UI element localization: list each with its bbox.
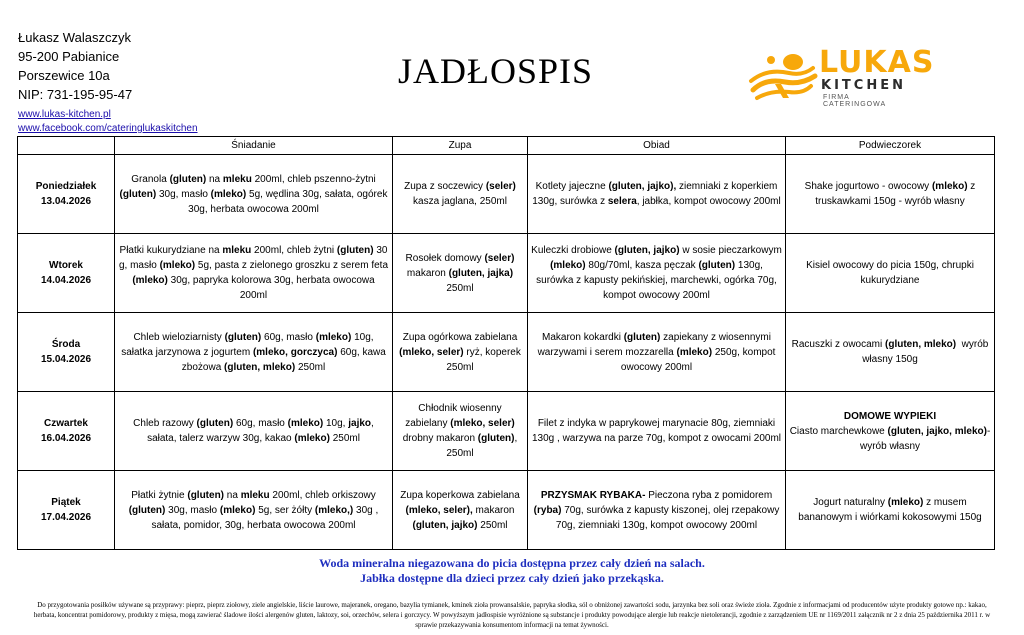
- company-street: Porszewice 10a: [18, 68, 110, 83]
- snack-cell: Racuszki z owocami (gluten, mleko) wyrób własny 150g: [786, 313, 995, 392]
- day-name: Czwartek: [44, 418, 88, 429]
- logo-brand: LUKAS: [819, 45, 935, 80]
- dinner-cell: Kotlety jajeczne (gluten, jajko), ziemniaki z koperkiem 130g, surówka z selera, jabłka, kompot owocowy 200ml: [528, 155, 786, 234]
- facebook-link[interactable]: www.facebook.com/cateringlukaskitchen: [18, 123, 198, 134]
- header-empty: [18, 137, 115, 155]
- soup-cell: Chłodnik wiosenny zabielany (mleko, seler) drobny makaron (gluten), 250ml: [393, 392, 528, 471]
- website-link[interactable]: www.lukas-kitchen.pl: [18, 109, 111, 120]
- day-row: [18, 392, 995, 471]
- soup-cell: Zupa ogórkowa zabielana (mleko, seler) ryż, koperek 250ml: [393, 313, 528, 392]
- page-title: JADŁOSPIS: [398, 51, 594, 91]
- logo-tagline: FIRMA CATERINGOWA: [823, 94, 887, 108]
- header-dinner: Obiad: [528, 137, 786, 155]
- dinner-cell: Filet z indyka w paprykowej marynacie 80g, ziemniaki 130g , warzywa na parze 70g, kompot z owocami 200ml: [528, 392, 786, 471]
- company-info: [18, 28, 198, 136]
- day-row: [18, 155, 995, 234]
- day-row: [18, 471, 995, 550]
- day-label: [18, 313, 115, 392]
- day-date: 16.04.2026: [40, 433, 92, 444]
- header-snack: Podwieczorek: [786, 137, 995, 155]
- day-date: 17.04.2026: [40, 512, 92, 523]
- company-logo: [745, 45, 935, 108]
- breakfast-cell: Płatki żytnie (gluten) na mleku 200ml, chleb orkiszowy (gluten) 30g, masło (mleko) 5g, ser żółty (mleko,) 30g , sałata, pomidor, 30g, herbata owocowa 200ml: [115, 471, 393, 550]
- soup-cell: Zupa z soczewicy (seler) kasza jaglana, 250ml: [393, 155, 528, 234]
- day-name: Piątek: [51, 497, 81, 508]
- snack-cell: Jogurt naturalny (mleko) z musem bananowym i wiórkami kokosowymi 150g: [786, 471, 995, 550]
- day-date: 14.04.2026: [40, 275, 92, 286]
- day-label: [18, 234, 115, 313]
- day-row: [18, 313, 995, 392]
- day-name: Poniedziałek: [35, 181, 97, 192]
- soup-cell: Rosołek domowy (seler) makaron (gluten, jajka) 250ml: [393, 234, 528, 313]
- dinner-cell: Makaron kokardki (gluten) zapiekany z wiosennymi warzywami i serem mozzarella (mleko) 250g, kompot owocowy 200ml: [528, 313, 786, 392]
- company-name: Łukasz Walaszczyk: [18, 30, 131, 45]
- chef-whisk-icon: [745, 48, 819, 108]
- day-label: [18, 392, 115, 471]
- dinner-cell: Kuleczki drobiowe (gluten, jajko) w sosie pieczarkowym (mleko) 80g/70ml, kasza pęczak (gluten) 130g, surówka z kapusty pekińskiej, marchewki, ogórka 70g, kompot owocowy 200ml: [528, 234, 786, 313]
- breakfast-cell: Chleb wieloziarnisty (gluten) 60g, masło (mleko) 10g, sałatka jarzynowa z jogurtem (mleko, gorczyca) 60g, kawa zbożowa (gluten, mleko) 250ml: [115, 313, 393, 392]
- day-name: Środa: [51, 339, 81, 350]
- breakfast-cell: Granola (gluten) na mleku 200ml, chleb pszenno-żytni (gluten) 30g, masło (mleko) 5g, wędlina 30g, sałata, ogórek 30g, herbata owocowa 200ml: [115, 155, 393, 234]
- day-row: [18, 234, 995, 313]
- day-name: Wtorek: [49, 260, 83, 271]
- company-nip: NIP: 731-195-95-47: [18, 87, 133, 102]
- dinner-cell: PRZYSMAK RYBAKA- Pieczona ryba z pomidorem (ryba) 70g, surówka z kapusty kiszonej, olej rzepakowy 70g, ziemniaki 130g, kompot owocowy 200ml: [528, 471, 786, 550]
- header-row: [18, 137, 995, 155]
- breakfast-cell: Chleb razowy (gluten) 60g, masło (mleko) 10g, jajko, sałata, talerz warzyw 30g, kakao (mleko) 250ml: [115, 392, 393, 471]
- notes: [0, 556, 1024, 586]
- header-breakfast: Śniadanie: [115, 137, 393, 155]
- snack-cell: Shake jogurtowo - owocowy (mleko) z truskawkami 150g - wyrób własny: [786, 155, 995, 234]
- day-date: 13.04.2026: [40, 196, 92, 207]
- day-label: [18, 155, 115, 234]
- day-label: [18, 471, 115, 550]
- day-date: 15.04.2026: [40, 354, 92, 365]
- breakfast-cell: Płatki kukurydziane na mleku 200ml, chleb żytni (gluten) 30 g, masło (mleko) 5g, pasta z zielonego groszku z serem feta (mleko) 30g, papryka kolorowa 30g, herbata owocowa 200ml: [115, 234, 393, 313]
- menu-table: [17, 136, 995, 550]
- company-postal: 95-200 Pabianice: [18, 49, 120, 64]
- allergen-footer: Do przygotowania posiłków używane są przyprawy: pieprz, pieprz ziołowy, ziele angielskie, liście laurowe, majeranek, oregano, bazylia tymianek, kminek zioła prowansalskie, papryka słodka, sól o obniżonej zawartości sodu, jarzynka bez soli oraz świeże zioła. Zgodnie z informacjami od producentów użyte produkty gotowe np.: kakao, herbata, koncentrat pomidorowy, produkty z mięsa, mogą zawierać śladowe ilości alergenów gluten, laktozy, soi, orzechów, selera i gorczycy. W powyższym jadłospisie wyróżnione są substancje i produkty powodujące alergie lub reakcje nietolerancji, zgodnie z zarządzeniem UE nr 1169/2011 załącznik nr 2 z dnia 25 października 2011 r. w sprawie przekazywania konsumentom informacji na temat żywności.: [33, 601, 991, 629]
- header-soup: Zupa: [393, 137, 528, 155]
- logo-sub: KITCHEN: [821, 78, 906, 93]
- water-note: Woda mineralna niegazowana do picia dostępna przez cały dzień na salach.: [319, 556, 705, 570]
- snack-cell: DOMOWE WYPIEKI Ciasto marchewkowe (gluten, jajko, mleko)- wyrób własny: [786, 392, 995, 471]
- snack-cell: Kisiel owocowy do picia 150g, chrupki kukurydziane: [786, 234, 995, 313]
- apples-note: Jabłka dostępne dla dzieci przez cały dzień jako przekąska.: [360, 571, 664, 585]
- soup-cell: Zupa koperkowa zabielana (mleko, seler), makaron (gluten, jajko) 250ml: [393, 471, 528, 550]
